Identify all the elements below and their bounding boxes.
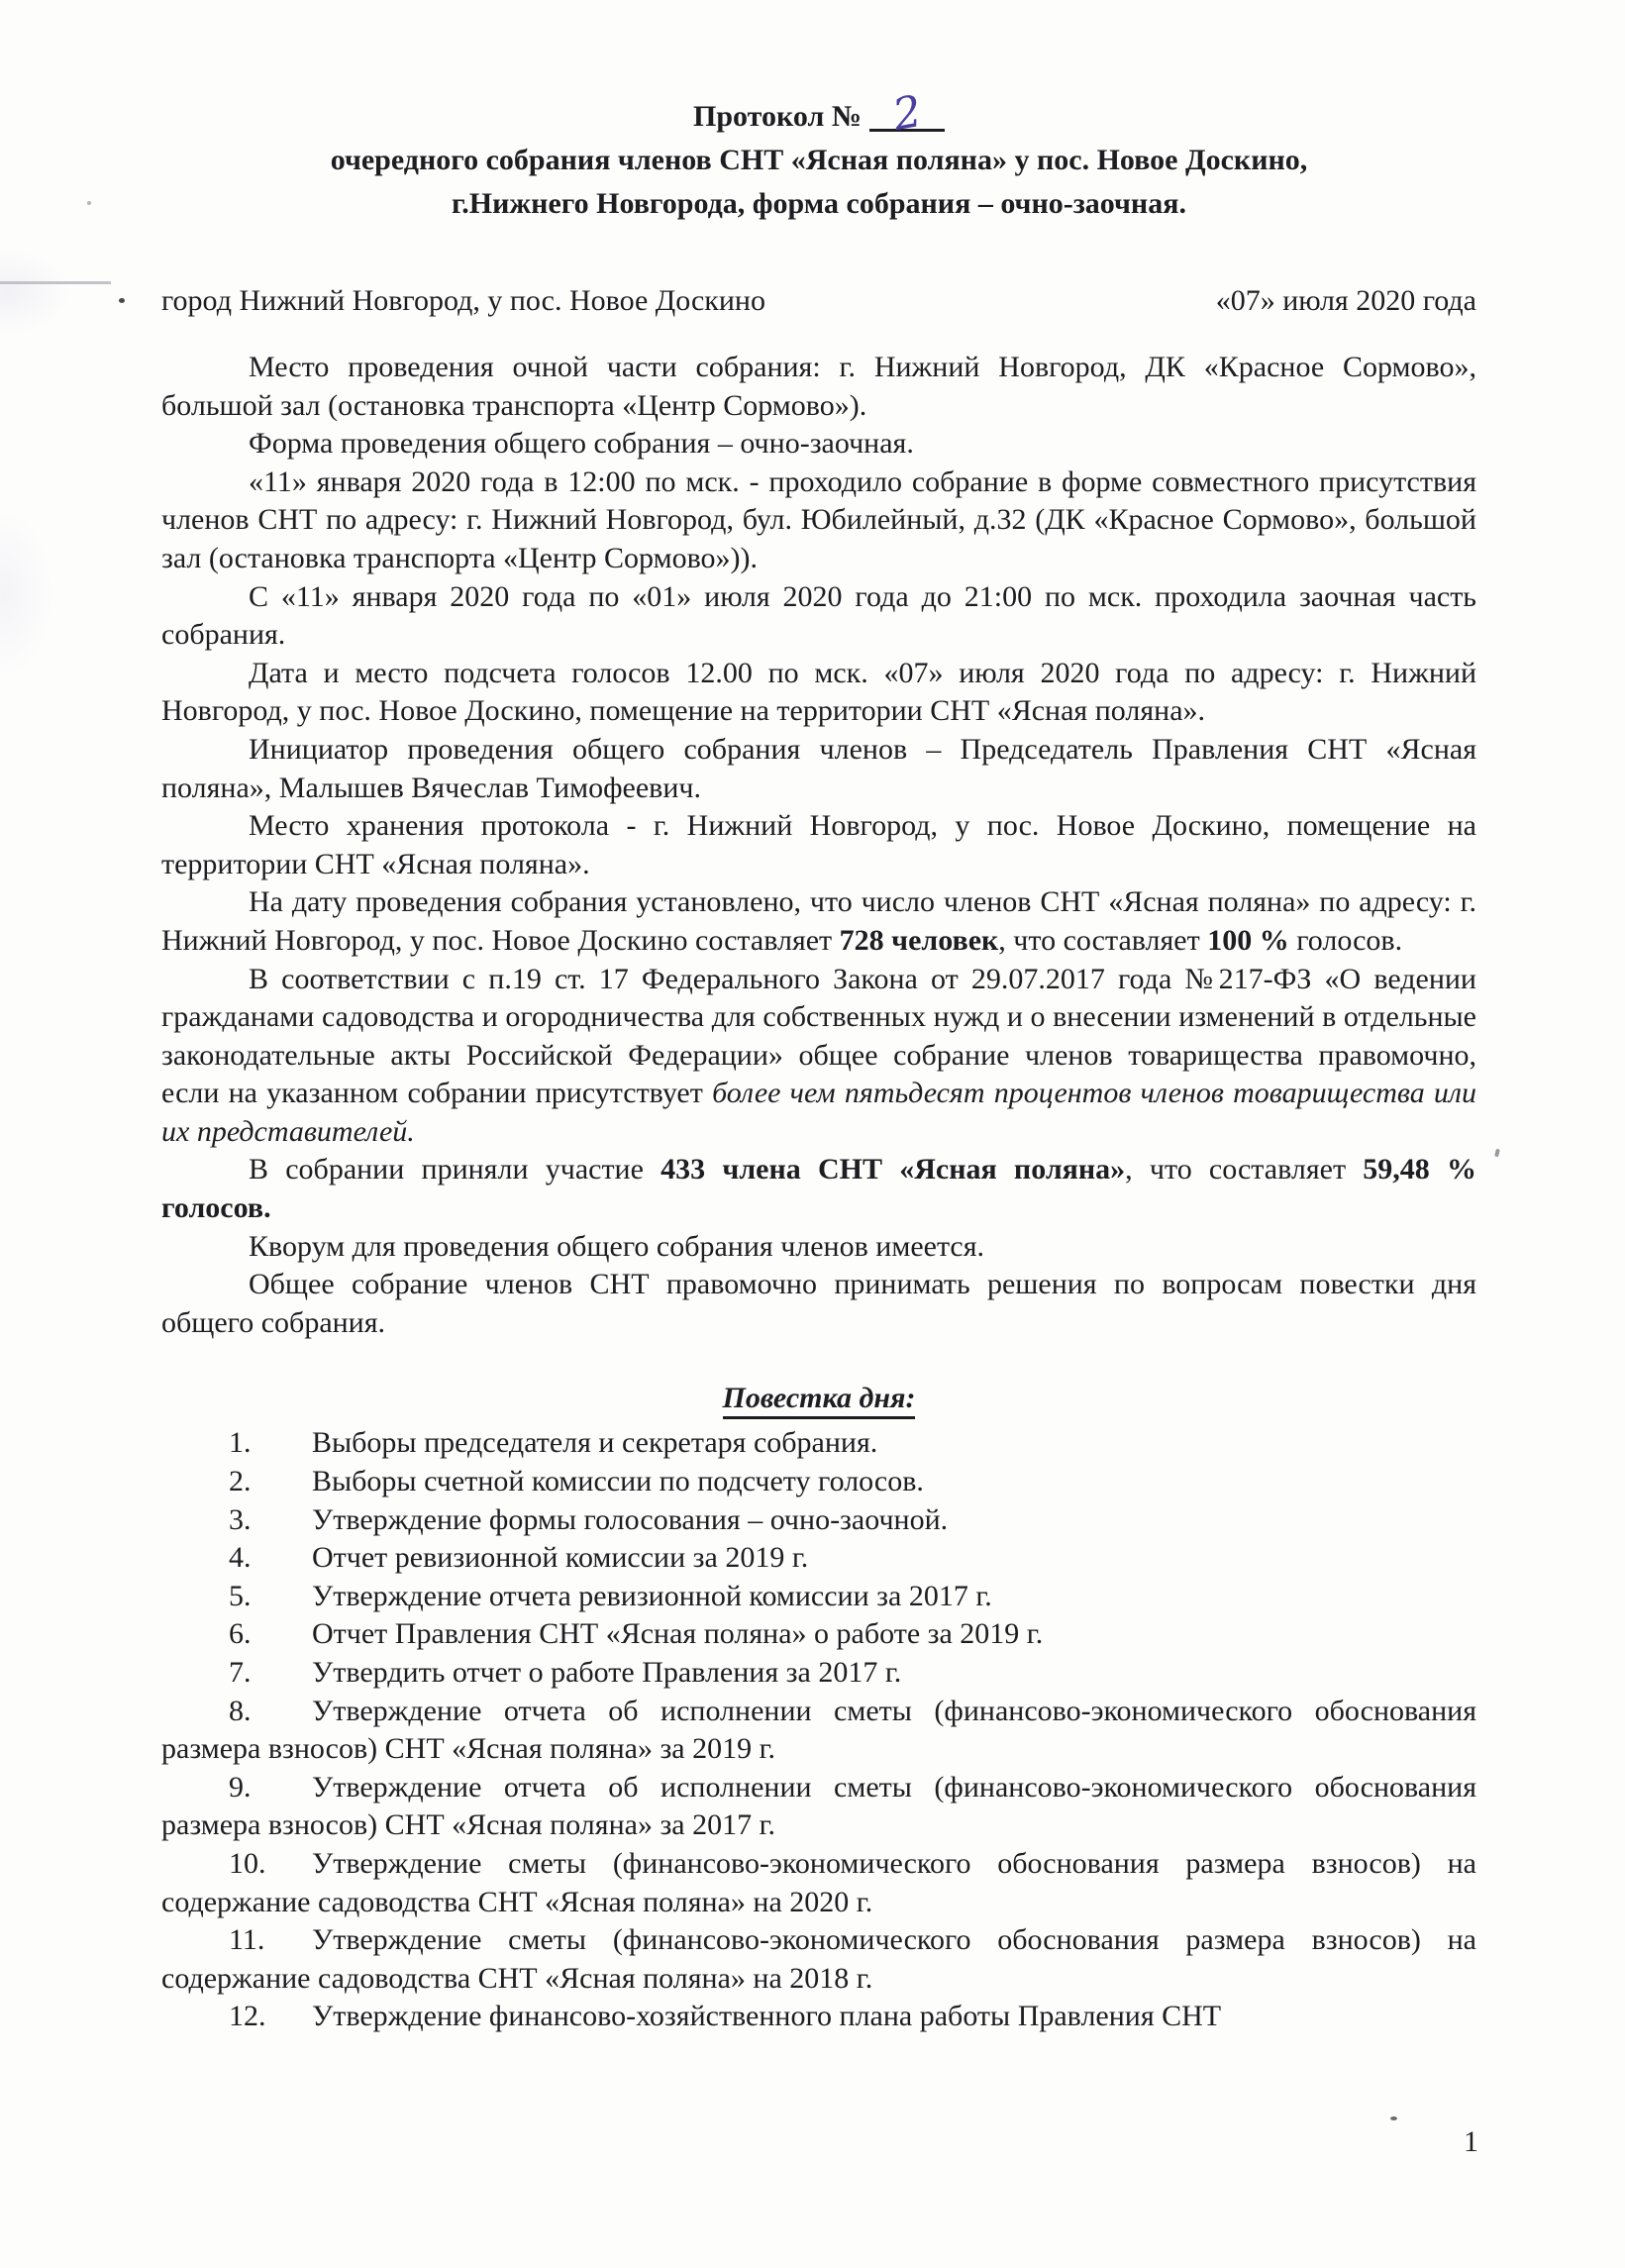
agenda-item-text: Утверждение сметы (финансово-экономического обоснования размера взносов) на содержание садоводства СНТ «Ясная поляна» на 2018 г. [161,1923,1476,1995]
agenda-item [161,1424,1476,1463]
body-paragraph: В собрании приняли участие 433 члена СНТ «Ясная поляна», что составляет 59,48 % голосов. [161,1153,1477,1225]
agenda-heading: Повестка дня: [723,1382,916,1419]
agenda-item [161,1578,1476,1616]
body-paragraph: Место хранения протокола - г. Нижний Новгород, у пос. Новое Доскино, помещение на территории СНТ «Ясная поляна». [161,809,1476,880]
agenda-item [161,1501,1476,1540]
body-paragraph: Общее собрание членов СНТ правомочно принимать решения по вопросам повестки дня общего собрания. [161,1268,1476,1339]
agenda-item [161,1769,1476,1845]
agenda-item [161,1921,1476,1998]
agenda-item-text: Отчет ревизионной комиссии за 2019 г. [312,1541,809,1575]
agenda-item-number: 2. [229,1465,252,1498]
body-paragraph: Место проведения очной части собрания: г. Нижний Новгород, ДК «Красное Сормово», большой зал (остановка транспорта «Центр Сормово»). [161,351,1476,422]
agenda-item-text: Выборы счетной комиссии по подсчету голосов. [312,1465,924,1498]
body-paragraph: Форма проведения общего собрания – очно-заочная. [249,427,914,461]
document-title [161,0,1476,226]
dateline-date: «07» июля 2020 года [1215,284,1476,317]
scan-artifact-speck [1390,2116,1397,2120]
agenda-item-number: 8. [229,1694,252,1727]
agenda-item-text: Выборы председателя и секретаря собрания. [312,1426,878,1460]
agenda-item-text: Отчет Правления СНТ «Ясная поляна» о работе за 2019 г. [312,1617,1044,1651]
agenda-item-number: 6. [229,1617,252,1651]
document-content [161,0,1476,2036]
agenda-item-number: 1. [229,1426,252,1460]
agenda-item-number: 12. [229,2000,266,2033]
agenda-item-text: Утверждение отчета об исполнении сметы (финансово-экономического обоснования размера взносов) СНТ «Ясная поляна» за 2019 г. [161,1694,1476,1766]
agenda-item [161,1845,1476,1921]
page-number: 1 [1464,2125,1478,2158]
body-paragraph: «11» января 2020 года в 12:00 по мск. - проходило собрание в форме совместного присутствия членов СНТ по адресу: г. Нижний Новгород, бул. Юбилейный, д.32 (ДК «Красное Сормово», большой зал (остановка транспорта «Центр Сормово»)). [161,464,1476,574]
agenda-item [161,1654,1476,1693]
dateline [161,281,1476,320]
body-paragraph: С «11» января 2020 года по «01» июля 2020 года до 21:00 по мск. проходила заочная часть собрания. [161,579,1476,652]
scan-artifact-speck [119,298,125,303]
dateline-place: город Нижний Новгород, у пос. Новое Доскино [161,284,765,317]
scan-artifact-line [0,281,111,284]
agenda-item-text: Утверждение отчета об исполнении сметы (финансово-экономического обоснования размера взносов) СНТ «Ясная поляна» за 2017 г. [161,1770,1476,1842]
body-paragraph: На дату проведения собрания установлено, что число членов СНТ «Ясная поляна» по адресу: г. Нижний Новгород, у пос. Новое Доскино составляет 728 человек, что составляет 100 % голосов. [161,885,1476,957]
agenda-item [161,1998,1476,2036]
agenda-item-number: 11. [229,1923,265,1957]
agenda-item [161,1539,1476,1578]
agenda-item [161,1615,1476,1654]
body-paragraph: Кворум для проведения общего собрания членов имеется. [249,1229,985,1263]
agenda-item-text: Утверждение формы голосования – очно-заочной. [312,1502,949,1536]
agenda-item-text: Утверждение отчета ревизионной комиссии за 2017 г. [312,1579,992,1612]
agenda-item-number: 4. [229,1541,252,1575]
protocol-number-underline [869,85,945,142]
body-paragraph: Инициатор проведения общего собрания членов – Председатель Правления СНТ «Ясная поляна», Малышев Вячеслав Тимофеевич. [161,732,1476,804]
agenda-item [161,1693,1476,1769]
body-paragraph: Дата и место подсчета голосов 12.00 по мск. «07» июля 2020 года по адресу: г. Нижний Новгород, у пос. Новое Доскино, помещение на территории СНТ «Ясная поляна». [161,656,1476,728]
handwritten-number: 2 [889,85,926,142]
agenda-item-number: 7. [229,1656,252,1689]
agenda-item-number: 5. [229,1579,252,1612]
agenda-list [161,1424,1476,2036]
agenda-item [161,1463,1476,1501]
body-paragraph: В соответствии с п.19 ст. 17 Федерального Закона от 29.07.2017 года №217-ФЗ «О ведении гражданами садоводства и огородничества для собственных нужд и о внесении изменений в отдельные законодательные акты Российской Федерации» общее собрание членов товарищества правомочно, если на указанном собрании присутствует более чем пятьдесят процентов членов товарищества или их представителей. [161,962,1477,1148]
agenda-heading-row [161,1382,1476,1415]
body-paragraphs [161,349,1476,1342]
protocol-title-text: Протокол № [693,100,862,133]
agenda-item-text: Утвердить отчет о работе Правления за 2017 г. [312,1656,902,1689]
agenda-item-text: Утверждение сметы (финансово-экономического обоснования размера взносов) на содержание садоводства СНТ «Ясная поляна» на 2020 г. [161,1846,1476,1918]
agenda-item-number: 10. [229,1846,266,1880]
scan-artifact-speck [1494,1149,1500,1158]
scan-artifact-speck [87,201,91,205]
title-line-1 [161,85,1476,142]
agenda-item-number: 9. [229,1770,252,1804]
agenda-item-text: Утверждение финансово-хозяйственного плана работы Правления СНТ [312,2000,1222,2033]
title-line-3: г.Нижнего Новгорода, форма собрания – очно-заочная. [452,187,1186,220]
agenda-item-number: 3. [229,1502,252,1536]
title-line-2: очередного собрания членов СНТ «Ясная поляна» у пос. Новое Доскино, [330,144,1308,176]
